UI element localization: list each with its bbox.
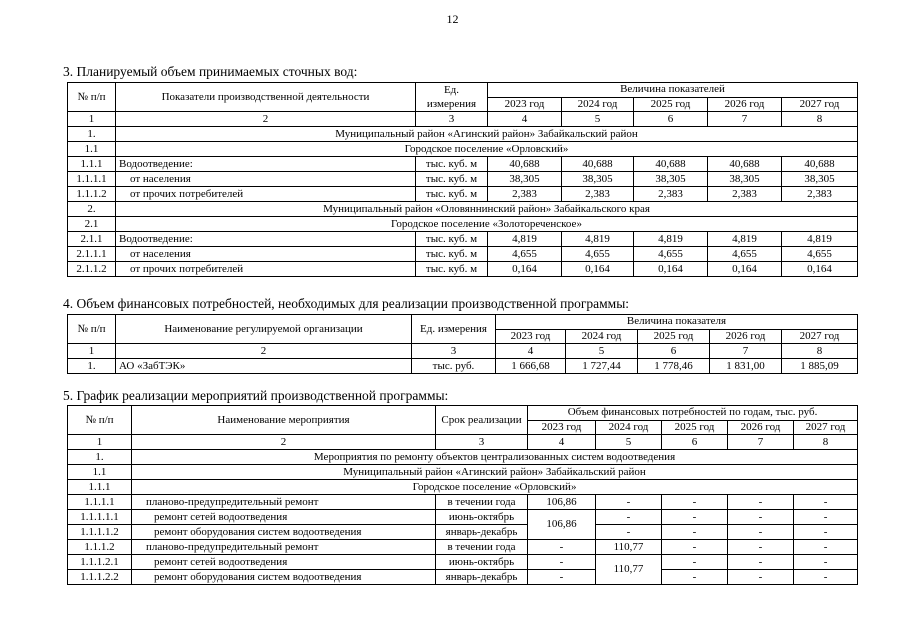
term: в течении года [436,540,528,555]
row-num: 1.1.1 [68,480,132,495]
value-2024: 1 727,44 [566,359,638,374]
indicator-name: от прочих потребителей [116,262,416,277]
value-2025: - [662,540,728,555]
row-num: 2.1.1.2 [68,262,116,277]
table-row [68,157,858,172]
column-index: 1 [68,112,116,127]
column-index: 2 [116,344,412,359]
value-2025: 4,655 [634,247,708,262]
indicator-name: Водоотведение: [116,232,416,247]
value-2027: - [794,525,858,540]
term: январь-декабрь [436,525,528,540]
value-2025: 4,819 [634,232,708,247]
value-2027: - [794,540,858,555]
indicator-name: от прочих потребителей [116,187,416,202]
column-index: 4 [488,112,562,127]
row-num: 1.1.1.2.2 [68,570,132,585]
row-num: 1. [68,127,116,142]
value-2024: - [596,510,662,525]
value-2027: 38,305 [782,172,858,187]
year-header: 2026 год [728,420,794,435]
indicator-name: Водоотведение: [116,157,416,172]
value-2024: - [596,525,662,540]
table-row [68,359,858,374]
value-2026: - [728,495,794,510]
table-row [68,555,858,570]
section-row [68,465,858,480]
col-header-organization: Наименование регулируемой организации [116,315,412,344]
year-header: 2023 год [488,97,562,112]
table-row [68,232,858,247]
row-num: 1.1.1.1.1 [68,510,132,525]
activity-name: ремонт сетей водоотведения [132,555,436,570]
year-header: 2025 год [662,420,728,435]
activity-name: планово-предупредительный ремонт [132,495,436,510]
value-2027: - [794,510,858,525]
row-num: 1.1.1.2 [68,187,116,202]
value-2023: 2,383 [488,187,562,202]
column-index: 8 [794,435,858,450]
row-section-label: Городское поселение «Орловский» [132,480,858,495]
activity-name: ремонт оборудования систем водоотведения [132,570,436,585]
value-2024: 4,819 [562,232,634,247]
value-2023: 38,305 [488,172,562,187]
value-2026: 40,688 [708,157,782,172]
activity-name: планово-предупредительный ремонт [132,540,436,555]
value-2023-merged: 106,86 [528,510,596,540]
table-row [68,495,858,510]
value-2027: 40,688 [782,157,858,172]
column-index: 6 [638,344,710,359]
column-index: 3 [416,112,488,127]
table-row [68,247,858,262]
wastewater-volume-table [67,82,858,277]
year-header: 2027 год [782,97,858,112]
column-index: 4 [528,435,596,450]
table-row [68,540,858,555]
year-header: 2027 год [782,329,858,344]
term: июнь-октябрь [436,510,528,525]
row-section-label: Муниципальный район «Агинский район» Забайкальский район [132,465,858,480]
section-row [68,202,858,217]
value-2026: - [728,540,794,555]
col-header-num: № п/п [68,406,132,435]
section-4-title: 4. Объем финансовых потребностей, необходимых для реализации производственной программы: [63,296,630,311]
column-index: 3 [436,435,528,450]
year-header: 2025 год [634,97,708,112]
table-row [68,172,858,187]
value-2026: 0,164 [708,262,782,277]
unit: тыс. куб. м [416,187,488,202]
value-2027: 2,383 [782,187,858,202]
row-num: 1. [68,359,116,374]
value-2026: 2,383 [708,187,782,202]
col-header-term: Срок реализации [436,406,528,435]
column-index: 6 [662,435,728,450]
value-2024: 0,164 [562,262,634,277]
year-header: 2024 год [562,97,634,112]
value-2026: - [728,525,794,540]
value-2023: 4,655 [488,247,562,262]
activity-name: ремонт оборудования систем водоотведения [132,525,436,540]
activity-name: ремонт сетей водоотведения [132,510,436,525]
value-2023: 40,688 [488,157,562,172]
section-row [68,480,858,495]
table-row [68,187,858,202]
column-index-row [68,435,858,450]
value-2024: 40,688 [562,157,634,172]
financial-needs-table [67,314,858,374]
value-2023: - [528,540,596,555]
section-row [68,450,858,465]
unit: тыс. куб. м [416,262,488,277]
column-index: 3 [412,344,496,359]
unit: тыс. руб. [412,359,496,374]
value-2026: 38,305 [708,172,782,187]
value-2027: 4,655 [782,247,858,262]
col-header-unit: Ед. измерения [416,83,488,112]
year-header: 2027 год [794,420,858,435]
column-index: 5 [566,344,638,359]
value-2025: - [662,495,728,510]
row-num: 1.1.1.2 [68,540,132,555]
value-2025: 38,305 [634,172,708,187]
column-index: 8 [782,112,858,127]
column-index-row [68,112,858,127]
year-header: 2024 год [596,420,662,435]
indicator-name: от населения [116,247,416,262]
value-2026: - [728,510,794,525]
row-num: 1.1 [68,465,132,480]
col-header-values: Объем финансовых потребностей по годам, тыс. руб. [528,406,858,421]
value-2027: 4,819 [782,232,858,247]
value-2025: - [662,510,728,525]
value-2024: 2,383 [562,187,634,202]
row-num: 2.1.1 [68,232,116,247]
col-header-indicator: Показатели производственной деятельности [116,83,416,112]
col-header-activity: Наименование мероприятия [132,406,436,435]
table-row [68,510,858,525]
section-row [68,127,858,142]
value-2025: 1 778,46 [638,359,710,374]
value-2025: 0,164 [634,262,708,277]
row-section-label: Муниципальный район «Оловяннинский район» Забайкальского края [116,202,858,217]
value-2023: 1 666,68 [496,359,566,374]
row-num: 2.1 [68,217,116,232]
section-row [68,142,858,157]
value-2027: - [794,555,858,570]
value-2024: - [596,495,662,510]
row-num: 2. [68,202,116,217]
year-header: 2025 год [638,329,710,344]
unit: тыс. куб. м [416,232,488,247]
value-2023: 106,86 [528,495,596,510]
column-index: 1 [68,344,116,359]
column-index: 2 [116,112,416,127]
indicator-name: от населения [116,172,416,187]
value-2027: - [794,570,858,585]
row-num: 1.1.1 [68,157,116,172]
value-2024: 110,77 [596,540,662,555]
column-index-row [68,344,858,359]
schedule-table [67,405,858,585]
term: январь-декабрь [436,570,528,585]
value-2024: 4,655 [562,247,634,262]
table-row [68,525,858,540]
row-num: 1.1.1.1.2 [68,525,132,540]
value-2027: 0,164 [782,262,858,277]
col-header-values: Величина показателей [488,83,858,98]
value-2025: - [662,555,728,570]
row-num: 1.1.1.1 [68,495,132,510]
column-index: 5 [562,112,634,127]
row-num: 1.1.1.2.1 [68,555,132,570]
table-row [68,262,858,277]
value-2023: 4,819 [488,232,562,247]
value-2026: 4,655 [708,247,782,262]
term: июнь-октябрь [436,555,528,570]
unit: тыс. куб. м [416,247,488,262]
page-number: 12 [446,12,459,26]
column-index: 7 [710,344,782,359]
year-header: 2026 год [710,329,782,344]
section-row [68,217,858,232]
value-2026: - [728,570,794,585]
value-2024: 38,305 [562,172,634,187]
year-header: 2026 год [708,97,782,112]
row-section-label: Городское поселение «Орловский» [116,142,858,157]
organization-name: АО «ЗабТЭК» [116,359,412,374]
col-header-unit: Ед. измерения [412,315,496,344]
value-2025: - [662,570,728,585]
value-2025: 2,383 [634,187,708,202]
table-row [68,570,858,585]
unit: тыс. куб. м [416,157,488,172]
col-header-num: № п/п [68,315,116,344]
value-2023: 0,164 [488,262,562,277]
value-2027: - [794,495,858,510]
column-index: 5 [596,435,662,450]
year-header: 2023 год [496,329,566,344]
row-num: 1.1 [68,142,116,157]
column-index: 2 [132,435,436,450]
value-2024-merged: 110,77 [596,555,662,585]
value-2026: 4,819 [708,232,782,247]
value-2026: - [728,555,794,570]
row-section-label: Городское поселение «Золотореченское» [116,217,858,232]
value-2025: - [662,525,728,540]
unit: тыс. куб. м [416,172,488,187]
col-header-values: Величина показателя [496,315,858,330]
year-header: 2024 год [566,329,638,344]
year-header: 2023 год [528,420,596,435]
row-section-label: Муниципальный район «Агинский район» Забайкальский район [116,127,858,142]
value-2025: 40,688 [634,157,708,172]
row-section-label: Мероприятия по ремонту объектов централизованных систем водоотведения [132,450,858,465]
column-index: 6 [634,112,708,127]
value-2023: - [528,555,596,570]
col-header-num: № п/п [68,83,116,112]
row-num: 1. [68,450,132,465]
column-index: 8 [782,344,858,359]
row-num: 2.1.1.1 [68,247,116,262]
column-index: 1 [68,435,132,450]
column-index: 7 [728,435,794,450]
column-index: 4 [496,344,566,359]
row-num: 1.1.1.1 [68,172,116,187]
section-3-title: 3. Планируемый объем принимаемых сточных вод: [63,64,358,79]
value-2023: - [528,570,596,585]
value-2027: 1 885,09 [782,359,858,374]
column-index: 7 [708,112,782,127]
term: в течении года [436,495,528,510]
value-2026: 1 831,00 [710,359,782,374]
section-5-title: 5. График реализации мероприятий производственной программы: [63,388,449,403]
